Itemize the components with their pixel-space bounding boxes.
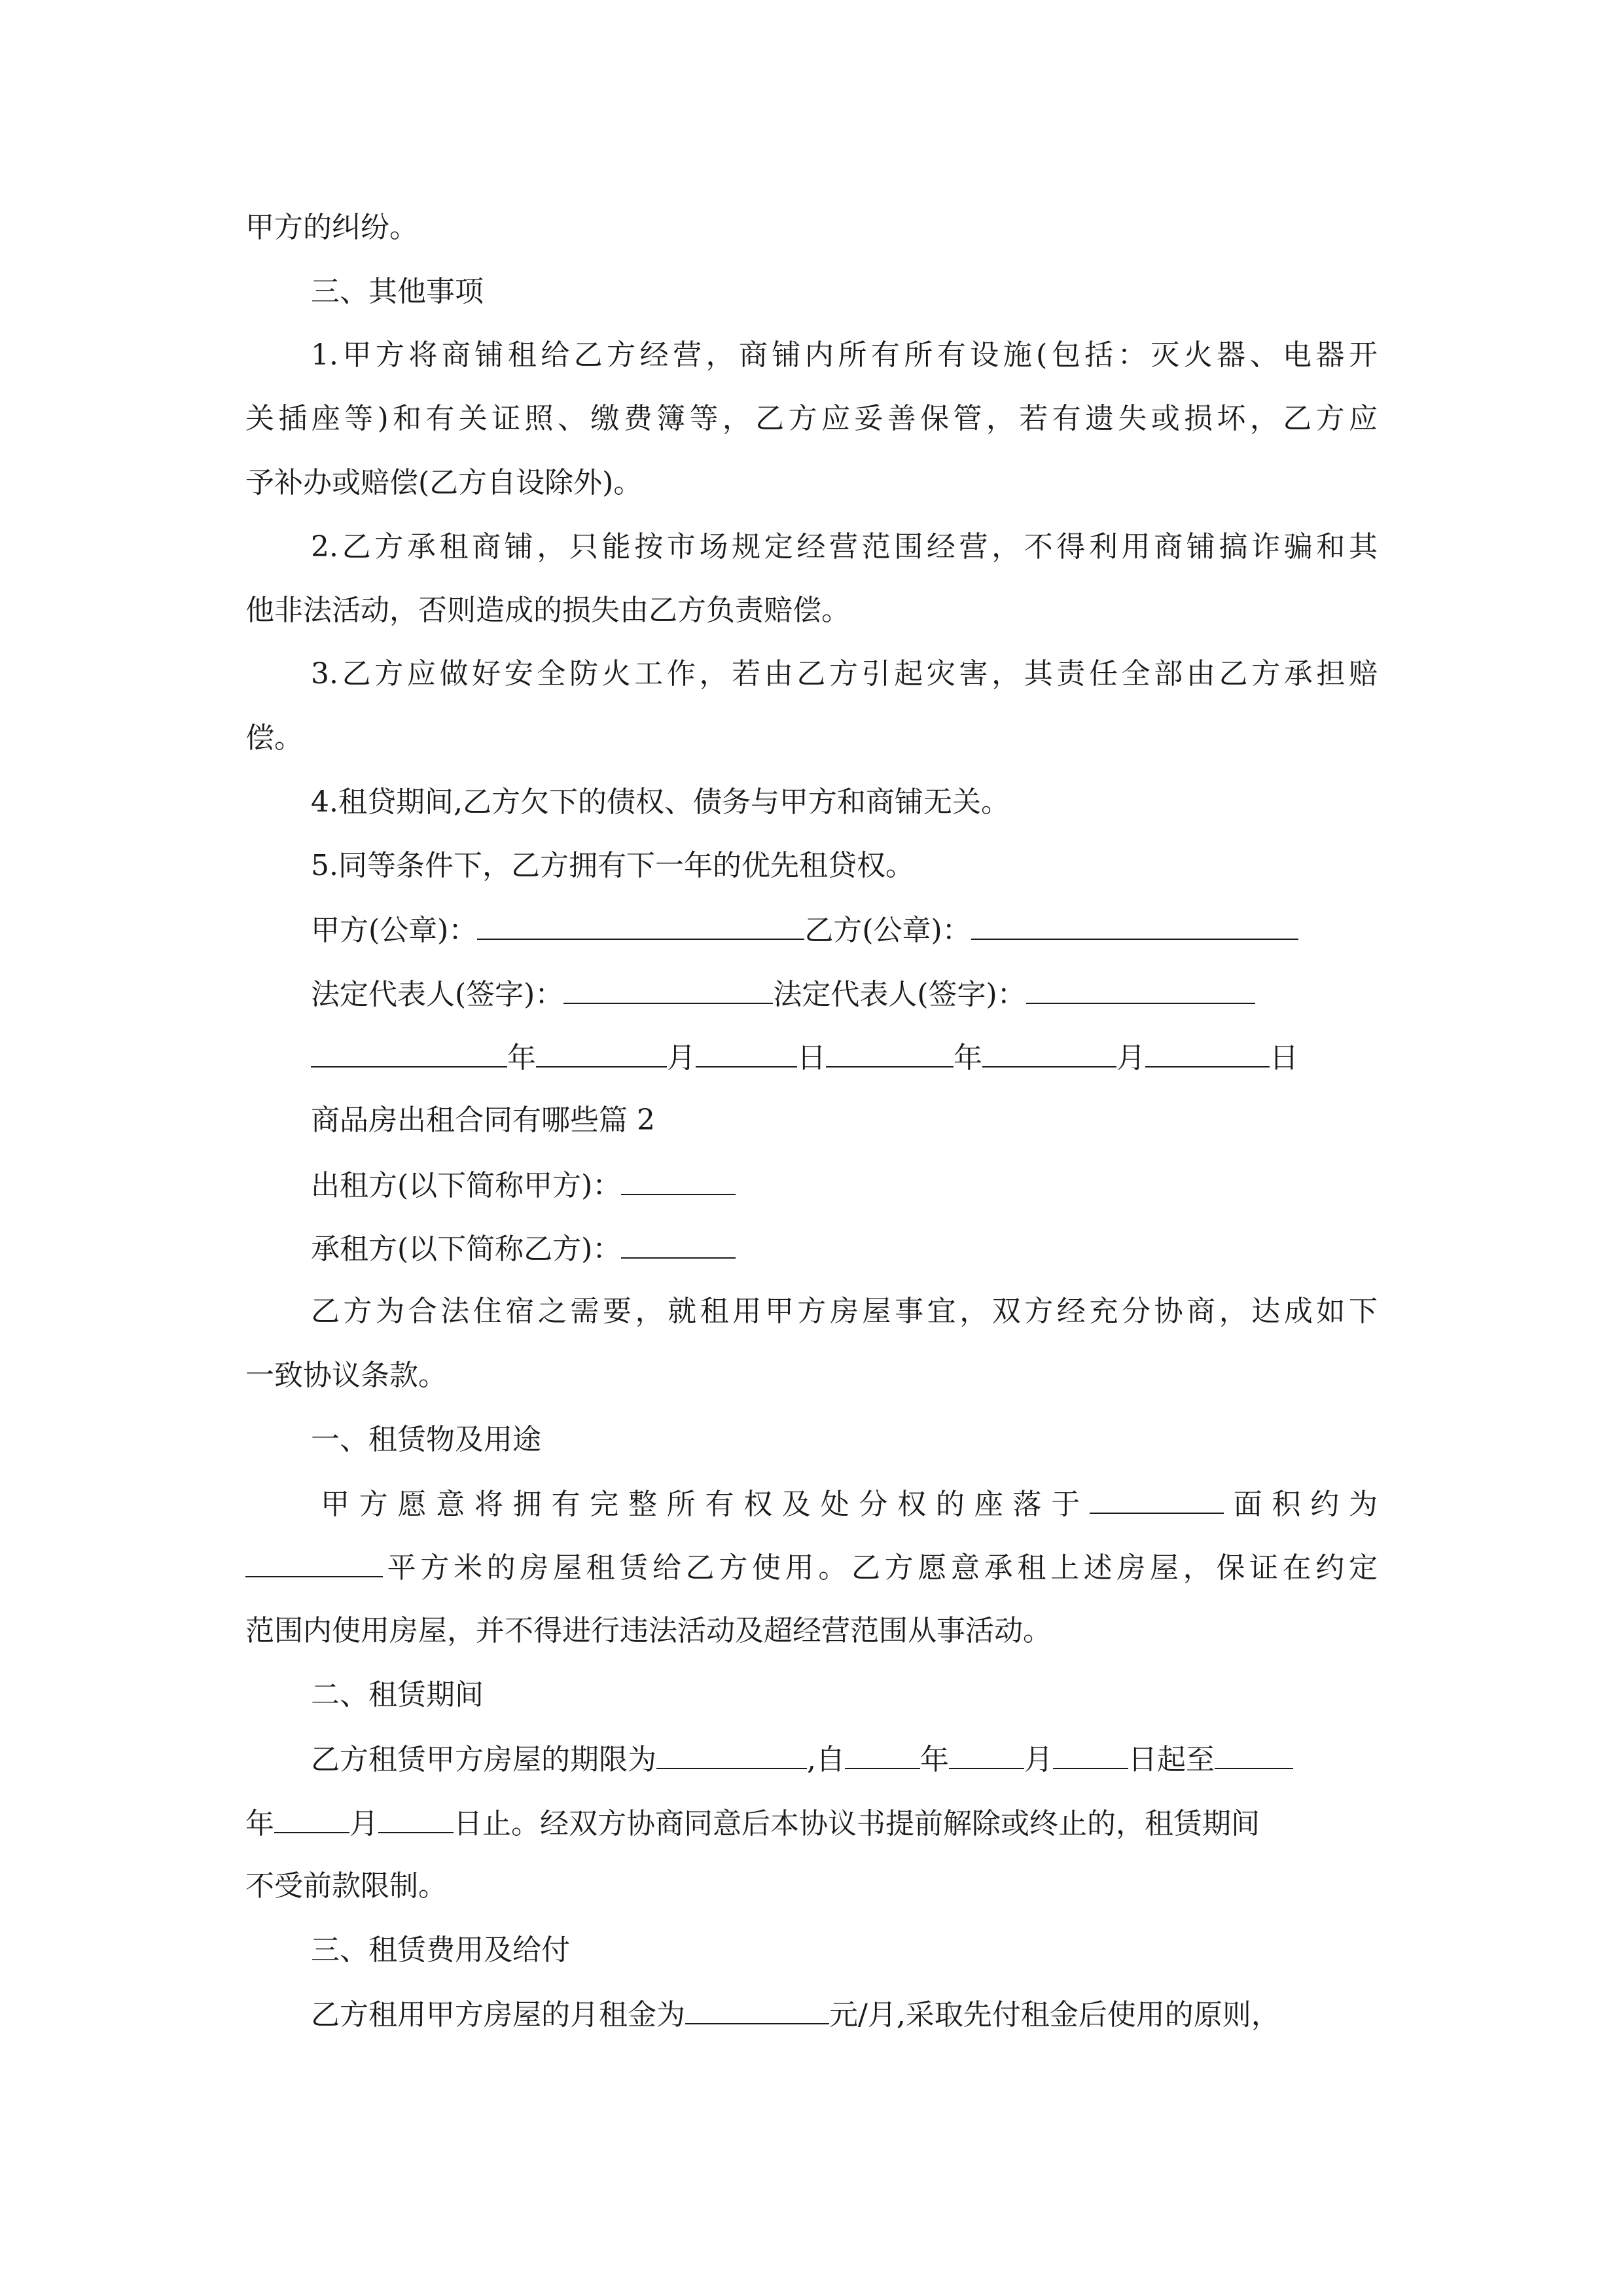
paragraph-line: 关插座等)和有关证照、缴费簿等，乙方应妥善保管，若有遗失或损坏，乙方应 — [245, 402, 1378, 435]
year-label: 年 — [245, 1807, 274, 1840]
year-label: 年 — [954, 1041, 982, 1075]
party-b-seal-label: 乙方(公章)： — [804, 914, 971, 947]
day-label: 日 — [1270, 1041, 1298, 1075]
section-heading: 一、租赁物及用途 — [311, 1423, 541, 1456]
month-blank[interactable] — [982, 1037, 1116, 1067]
day-label: 日 — [797, 1041, 826, 1075]
month-label: 月 — [1116, 1041, 1145, 1075]
party-a-seal-label: 甲方(公章)： — [311, 914, 478, 947]
section-heading: 三、其他事项 — [311, 275, 484, 308]
paragraph-line — [311, 1739, 1378, 1780]
location-text: 甲方愿意将拥有完整所有权及处分权的座落于 — [321, 1488, 1090, 1521]
paragraph-line: 不受前款限制。 — [245, 1869, 447, 1903]
party-a-rep-label: 法定代表人(签字)： — [311, 978, 564, 1011]
contract-title: 商品房出租合同有哪些篇 2 — [311, 1103, 655, 1137]
year-label: 年 — [507, 1041, 536, 1075]
month-blank[interactable] — [536, 1037, 667, 1067]
party-a-rep-blank[interactable] — [563, 974, 773, 1004]
area-blank[interactable] — [245, 1547, 383, 1577]
end-text: 日止。经双方协商同意后本协议书提前解除或终止的，租赁期间 — [454, 1807, 1260, 1840]
location-blank[interactable] — [1090, 1484, 1224, 1514]
year-label: 年 — [920, 1743, 949, 1776]
party-b-rep-blank[interactable] — [1026, 974, 1255, 1004]
end-month-blank[interactable] — [274, 1803, 349, 1833]
paragraph-line: 甲方的纠纷。 — [245, 211, 418, 244]
section-heading: 三、租赁费用及给付 — [311, 1933, 570, 1967]
paragraph-line: 4.租贷期间,乙方欠下的债权、债务与甲方和商铺无关。 — [311, 785, 1010, 819]
lessee-blank[interactable] — [621, 1229, 736, 1259]
paragraph-line — [321, 1484, 1378, 1524]
date-line — [311, 1037, 1378, 1078]
year-blank[interactable] — [311, 1037, 507, 1067]
paragraph-line: 1.甲方将商铺租给乙方经营，商铺内所有所有设施(包括：灭火器、电器开 — [311, 338, 1378, 372]
lessee-line — [311, 1229, 1378, 1269]
start-day-blank[interactable] — [1053, 1739, 1128, 1769]
start-year-blank[interactable] — [845, 1739, 920, 1769]
paragraph-line — [311, 1994, 1378, 2035]
term-text: 乙方租赁甲方房屋的期限为 — [311, 1743, 656, 1776]
day-blank[interactable] — [696, 1037, 797, 1067]
from-text: ,自 — [807, 1743, 845, 1776]
paragraph-line: 乙方为合法住宿之需要，就租用甲方房屋事宜，双方经充分协商，达成如下 — [311, 1295, 1378, 1328]
party-b-rep-label: 法定代表人(签字)： — [773, 978, 1026, 1011]
paragraph-line: 一致协议条款。 — [245, 1359, 447, 1392]
lessor-line — [311, 1165, 1378, 1206]
rent-blank[interactable] — [685, 1994, 829, 2024]
term-blank[interactable] — [656, 1739, 807, 1769]
paragraph-line: 范围内使用房屋，并不得进行违法活动及超经营范围从事活动。 — [245, 1614, 1052, 1647]
month-label: 月 — [1024, 1743, 1053, 1776]
party-a-seal-blank[interactable] — [477, 910, 804, 940]
start-month-blank[interactable] — [949, 1739, 1024, 1769]
month-label: 月 — [667, 1041, 696, 1075]
end-year-blank[interactable] — [1215, 1739, 1293, 1769]
end-day-blank[interactable] — [378, 1803, 454, 1833]
paragraph-line — [245, 1803, 1378, 1844]
month-label: 月 — [349, 1807, 378, 1840]
paragraph-line: 他非法活动，否则造成的损失由乙方负责赔偿。 — [245, 594, 850, 627]
lessee-label: 承租方(以下简称乙方)： — [311, 1232, 622, 1266]
year-blank[interactable] — [826, 1037, 954, 1067]
day-blank[interactable] — [1145, 1037, 1270, 1067]
rent-unit-text: 元/月,采取先付租金后使用的原则， — [829, 1998, 1280, 2032]
paragraph-line: 偿。 — [245, 721, 303, 755]
signature-line — [311, 910, 1378, 950]
rent-text: 乙方租用甲方房屋的月租金为 — [311, 1998, 685, 2032]
paragraph-line — [245, 1547, 1378, 1588]
area-text: 面积约为 — [1224, 1488, 1378, 1521]
area-unit-text: 平方米的房屋租赁给乙方使用。乙方愿意承租上述房屋，保证在约定 — [383, 1551, 1378, 1585]
party-b-seal-blank[interactable] — [971, 910, 1298, 940]
paragraph-line: 2.乙方承租商铺，只能按市场规定经营范围经营，不得利用商铺搞诈骗和其 — [311, 530, 1378, 564]
lessor-blank[interactable] — [621, 1165, 736, 1195]
lessor-label: 出租方(以下简称甲方)： — [311, 1169, 622, 1202]
paragraph-line: 5.同等条件下，乙方拥有下一年的优先租贷权。 — [311, 849, 914, 882]
section-heading: 二、租赁期间 — [311, 1678, 484, 1712]
representative-line — [311, 974, 1378, 1014]
paragraph-line: 予补办或赔偿(乙方自设除外)。 — [245, 466, 643, 499]
until-text: 日起至 — [1128, 1743, 1215, 1776]
paragraph-line: 3.乙方应做好安全防火工作，若由乙方引起灾害，其责任全部由乙方承担赔 — [311, 657, 1378, 691]
